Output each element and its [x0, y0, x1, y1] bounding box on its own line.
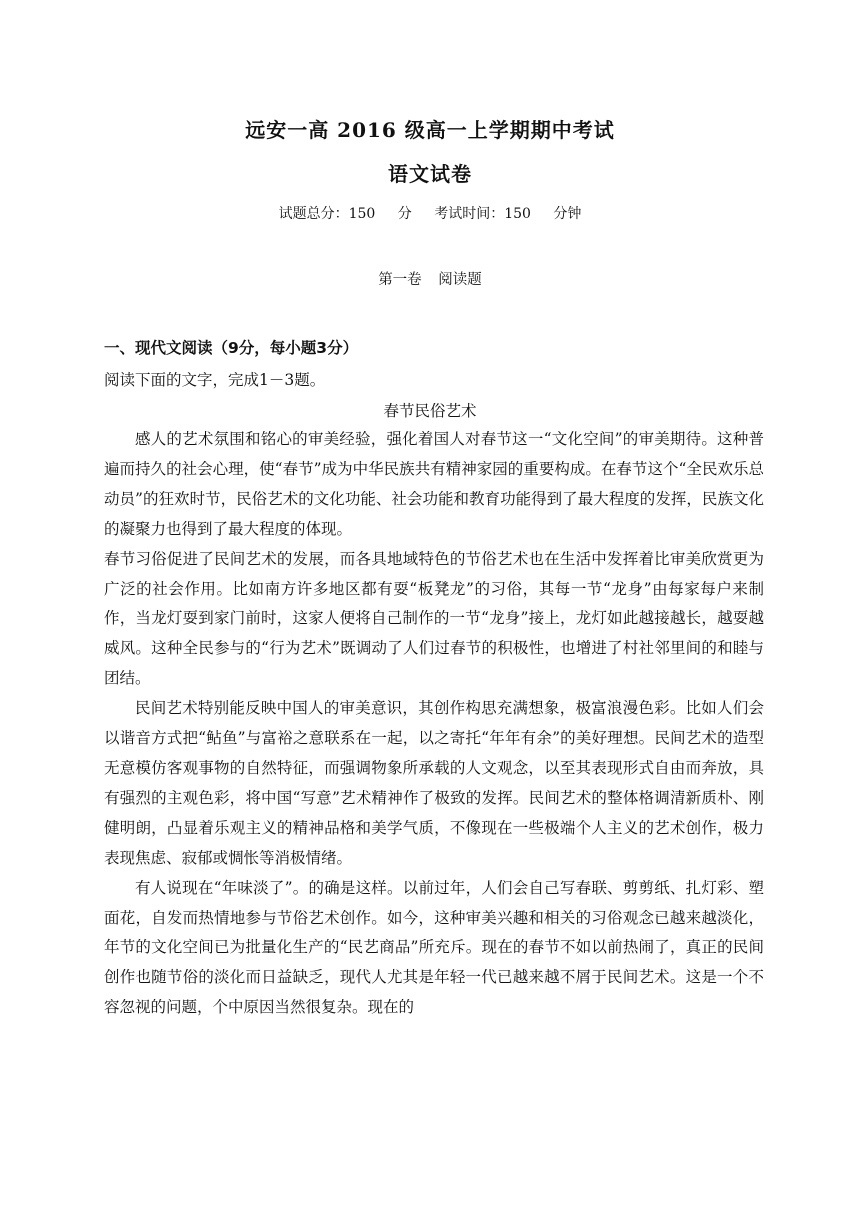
paper-subject-title: 语文试卷 — [388, 162, 472, 186]
exam-info: 试题总分：150 分 考试时间：150 分钟 — [278, 206, 582, 222]
question-instruction: 阅读下面的文字，完成1－3题。 — [104, 371, 326, 389]
article-title: 春节民俗艺术 — [383, 402, 477, 420]
exam-title: 远安一高 2016 级高一上学期期中考试 — [245, 118, 615, 142]
section-label: 第一卷 阅读题 — [378, 272, 482, 288]
article-paragraph: 民间艺术特别能反映中国人的审美意识，其创作构思充满想象，极富浪漫色彩。比如人们会以谐音方式把“鲇鱼”与富裕之意联系在一起，以之寄托“年年有余”的美好理想。民间艺术的造型无意模仿客观事物的自然特征，而强调物象所承载的人文观念，以至其表现形式自由而奔放，具有强烈的主观色彩，将中国“写意”艺术精神作了极致的发挥。民间艺术的整体格调清新质朴、刚健明朗，凸显着乐观主义的精神品格和美学气质，不像现在一些极端个人主义的艺术创作，极力表现焦虑、寂郁或惆怅等消极情绪。 — [104, 699, 764, 867]
article-body — [104, 425, 764, 1023]
article-paragraph: 感人的艺术氛围和铭心的审美经验，强化着国人对春节这一“文化空间”的审美期待。这种普遍而持久的社会心理，使“春节”成为中华民族共有精神家园的重要构成。在春节这个“全民欢乐总动员”的狂欢时节，民俗艺术的文化功能、社会功能和教育功能得到了最大程度的发挥，民族文化的凝聚力也得到了最大程度的体现。 — [104, 430, 764, 538]
article-paragraph: 有人说现在“年味淡了”。的确是这样。以前过年，人们会自己写春联、剪剪纸、扎灯彩、塑面花，自发而热情地参与节俗艺术创作。如今，这种审美兴趣和相关的习俗观念已越来越淡化，年节的文化空间已为批量化生产的“民艺商品”所充斥。现在的春节不如以前热闹了，真正的民间创作也随节俗的淡化而日益缺乏，现代人尤其是年轻一代已越来越不屑于民间艺术。这是一个不容忽视的问题，个中原因当然很复杂。现在的 — [104, 878, 764, 1017]
article-paragraph: 春节习俗促进了民间艺术的发展，而各具地域特色的节俗艺术也在生活中发挥着比审美欣赏更为广泛的社会作用。比如南方许多地区都有耍“板凳龙”的习俗，其每一节“龙身”由每家每户来制作，当龙灯耍到家门前时，这家人便将自己制作的一节“龙身”接上，龙灯如此越接越长，越耍越威风。这种全民参与的“行为艺术”既调动了人们过春节的积极性，也增进了村社邻里间的和睦与团结。 — [104, 549, 764, 688]
question-heading: 一、现代文阅读（9分，每小题3分） — [104, 339, 359, 357]
